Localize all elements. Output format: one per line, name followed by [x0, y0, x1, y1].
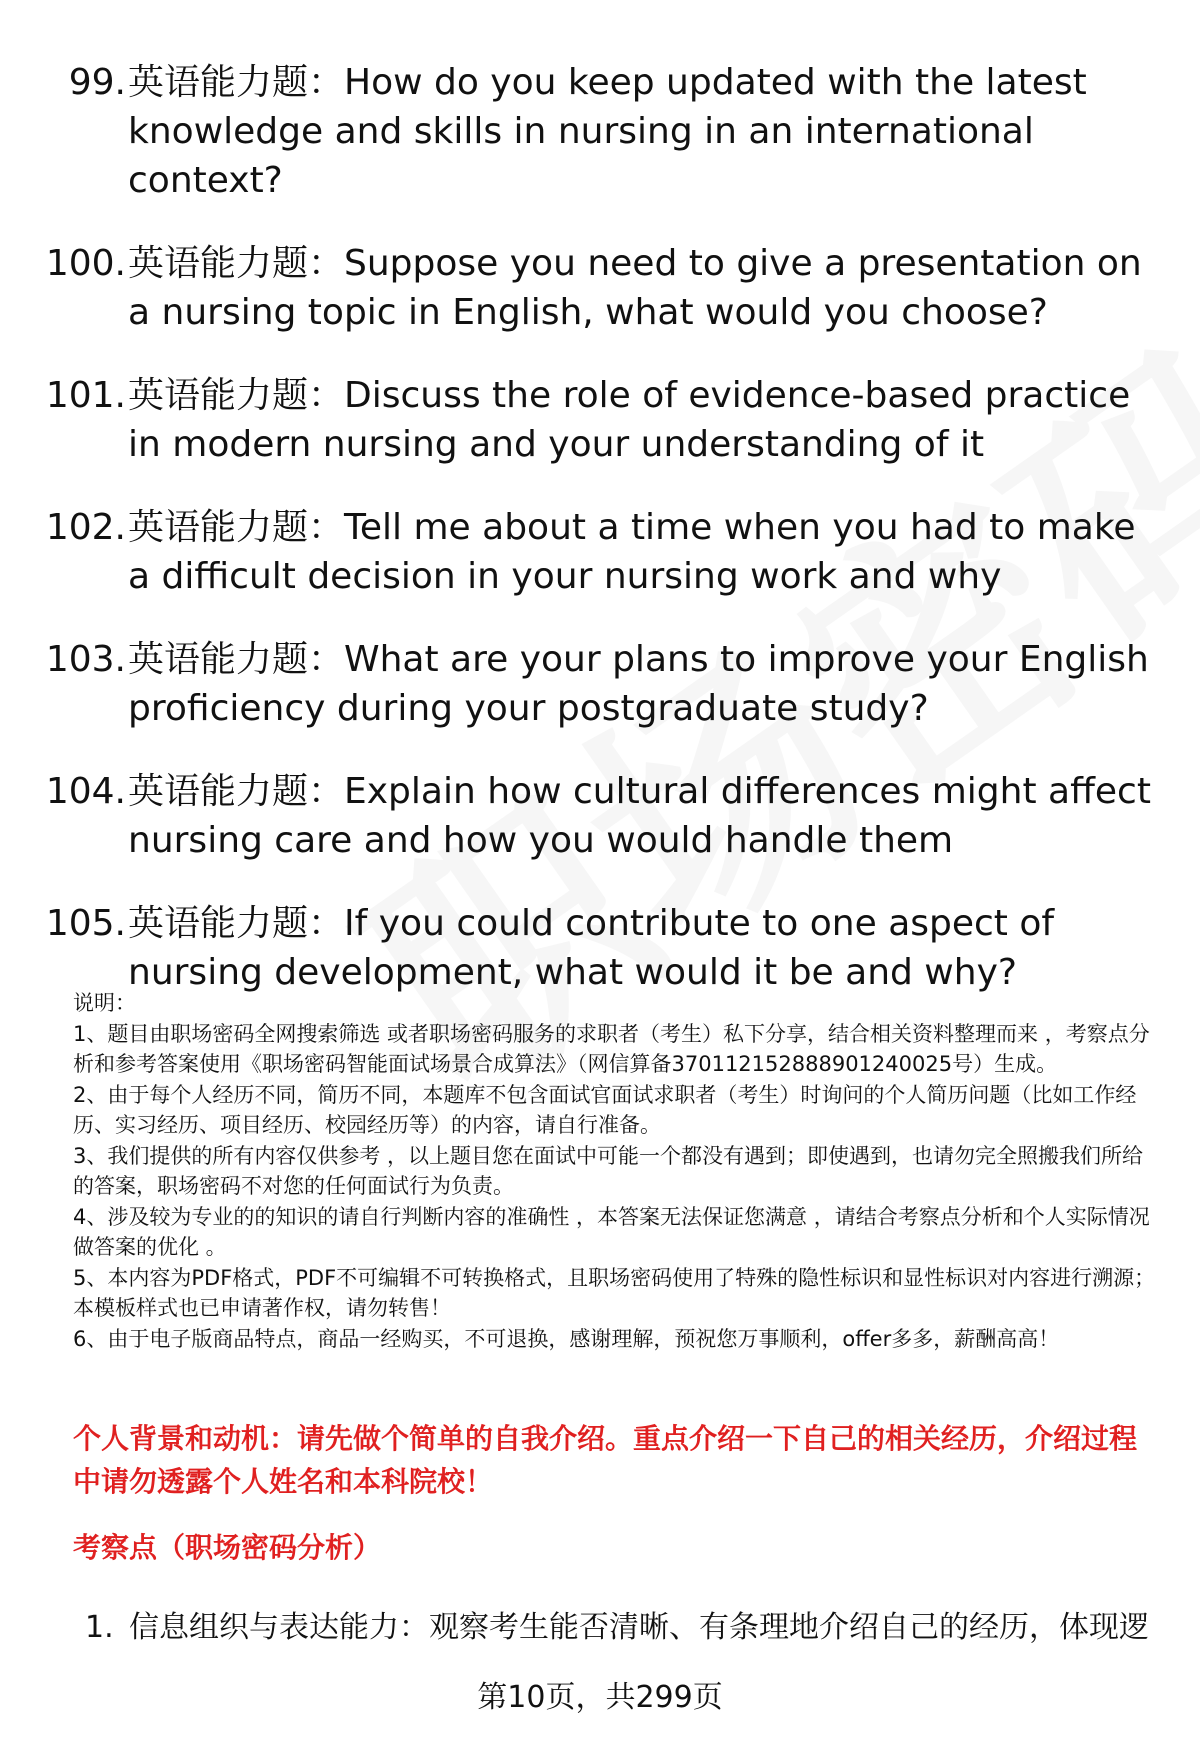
- question-number: 102.: [45, 507, 126, 548]
- question-item: [0, 767, 1200, 865]
- sub-heading: 考察点（职场密码分析）: [73, 1531, 382, 1564]
- question-text: 英语能力题：Suppose you need to give a presentation on a nursing topic in English, what would you choose?: [128, 243, 1142, 333]
- question-text: 英语能力题：If you could contribute to one aspect of nursing development, what would it be and why?: [128, 903, 1055, 993]
- note-item: 4、涉及较为专业的的知识的请自行判断内容的准确性 ，本答案无法保证您满意 ，请结合考察点分析和个人实际情况做答案的优化 。: [73, 1204, 1150, 1259]
- note-item: 3、我们提供的所有内容仅供参考 ，以上题目您在面试中可能一个都没有遇到；即使遇到，也请勿完全照搬我们所给的答案，职场密码不对您的任何面试行为负责。: [73, 1143, 1144, 1198]
- question-number: 104.: [45, 771, 126, 812]
- analysis-list-item: [85, 1608, 1185, 1648]
- question-text: 英语能力题：Discuss the role of evidence-based practice in modern nursing and your understanding of it: [128, 375, 1131, 465]
- question-number: 105.: [45, 903, 126, 944]
- question-item: [0, 58, 1200, 205]
- question-item: [0, 899, 1200, 997]
- question-text: 英语能力题：What are your plans to improve your English proficiency during your postgraduate study?: [128, 639, 1149, 729]
- question-text: 英语能力题：Tell me about a time when you had to make a difficult decision in your nursing work and why: [128, 507, 1136, 597]
- list-item-number: 1.: [85, 1610, 114, 1645]
- question-number: 103.: [45, 639, 126, 680]
- notes-section: [73, 988, 1163, 1354]
- notes-title: 说明：: [73, 991, 136, 1015]
- note-item: 2、由于每个人经历不同，简历不同，本题库不包含面试官面试求职者（考生）时询问的个人简历问题（比如工作经历、实习经历、项目经历、校园经历等）的内容，请自行准备。: [73, 1082, 1137, 1137]
- list-item-text: 信息组织与表达能力：观察考生能否清晰、有条理地介绍自己的经历，体现逻: [129, 1610, 1149, 1645]
- question-item: [0, 635, 1200, 733]
- question-number: 100.: [45, 243, 126, 284]
- page-footer: 第10页，共299页: [477, 1680, 723, 1715]
- question-item: [0, 371, 1200, 469]
- section-heading: 个人背景和动机：请先做个简单的自我介绍。重点介绍一下自己的相关经历，介绍过程中请勿透露个人姓名和本科院校！: [73, 1422, 1138, 1498]
- question-text: 英语能力题：Explain how cultural differences might affect nursing care and how you would handle them: [128, 771, 1151, 861]
- question-number: 99.: [68, 62, 126, 103]
- question-list: [0, 58, 1200, 1031]
- question-item: [0, 503, 1200, 601]
- question-text: 英语能力题：How do you keep updated with the latest knowledge and skills in nursing in an international context?: [128, 62, 1087, 201]
- note-item: 1、题目由职场密码全网搜索筛选 或者职场密码服务的求职者（考生）私下分享，结合相关资料整理而来 ，考察点分析和参考答案使用《职场密码智能面试场景合成算法》（网信算备370112152888901240025号）生成。: [73, 1021, 1150, 1076]
- question-number: 101.: [45, 375, 126, 416]
- question-item: [0, 239, 1200, 337]
- note-item: 6、由于电子版商品特点，商品一经购买，不可退换，感谢理解，预祝您万事顺利，offer多多，薪酬高高！: [73, 1326, 1060, 1351]
- note-item: 5、本内容为PDF格式，PDF不可编辑不可转换格式，且职场密码使用了特殊的隐性标识和显性标识对内容进行溯源；本模板样式也已申请著作权，请勿转售！: [73, 1265, 1156, 1320]
